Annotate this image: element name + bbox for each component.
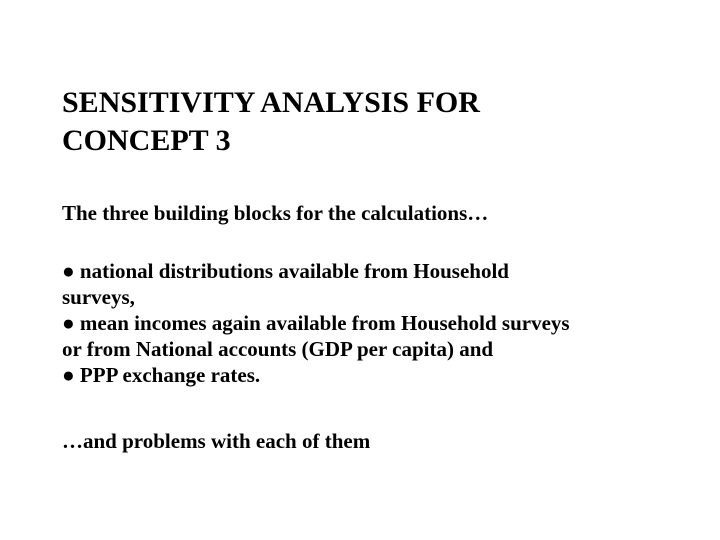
slide-title-line-2: CONCEPT 3 [62,124,231,157]
bullet-list [62,258,692,388]
bullet-line: ● national distributions available from Household [62,259,509,283]
slide-title-line-1: SENSITIVITY ANALYSIS FOR [62,86,480,119]
intro-text: The three building blocks for the calculations… [62,201,489,225]
outro-text: …and problems with each of them [62,429,371,453]
bullet-line: or from National accounts (GDP per capita) and [62,337,494,361]
bullet-line: ● PPP exchange rates. [62,363,261,387]
bullet-line: surveys, [62,285,135,309]
slide-title [62,84,662,160]
bullet-line: ● mean incomes again available from Household surveys [62,311,570,335]
